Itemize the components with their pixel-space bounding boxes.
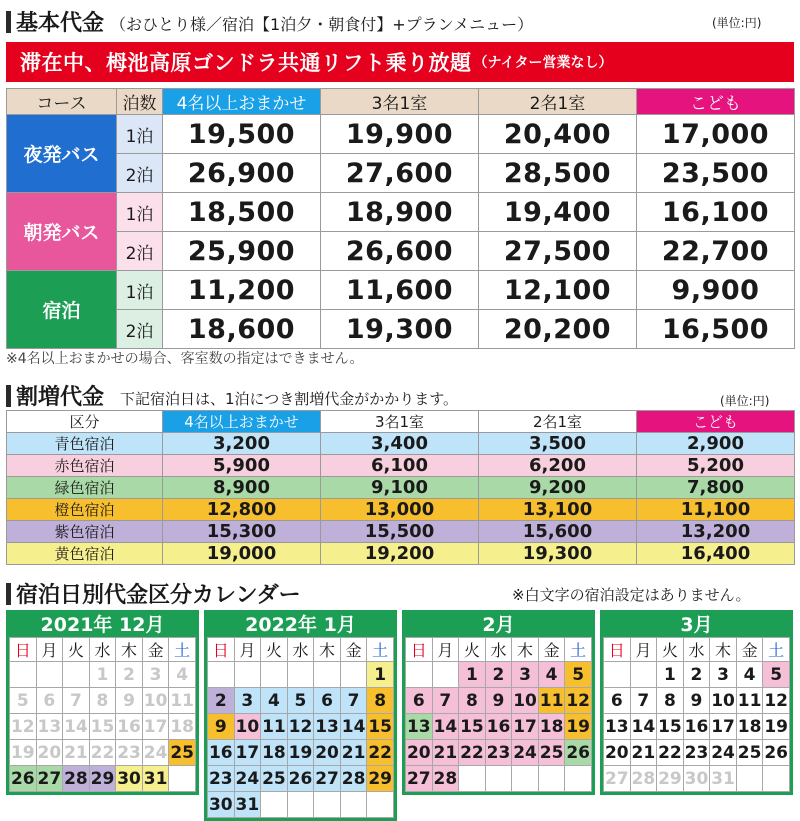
calendar-day: 7 xyxy=(340,688,367,714)
price-cell: 22,700 xyxy=(637,232,795,271)
calendar-day: 15 xyxy=(657,714,684,740)
calendar-day: 8 xyxy=(657,688,684,714)
calendar-day: 28 xyxy=(340,766,367,792)
calendar-day: 13 xyxy=(314,714,341,740)
calendar-day: 15 xyxy=(89,714,116,740)
course-name: 朝発バス xyxy=(7,193,117,271)
weekday-label: 水 xyxy=(287,638,314,662)
header-nights: 泊数 xyxy=(117,89,163,115)
calendar-day: 20 xyxy=(314,740,341,766)
calendar-day: 31 xyxy=(710,766,737,792)
header-child: こども xyxy=(637,89,795,115)
calendar-day xyxy=(63,662,90,688)
price-cell: 19,900 xyxy=(321,115,479,154)
calendar-day: 5 xyxy=(565,662,592,688)
basic-price-heading xyxy=(6,6,533,37)
basic-unit: (単位:円) xyxy=(712,16,762,30)
calendar-day: 22 xyxy=(459,740,486,766)
price-row xyxy=(7,193,795,232)
surcharge-value: 13,100 xyxy=(479,499,637,521)
surcharge-label: 橙色宿泊 xyxy=(7,499,163,521)
nights-cell: 2泊 xyxy=(117,310,163,349)
calendar-day xyxy=(340,662,367,688)
lift-banner-note: （ナイター営業なし） xyxy=(473,55,613,71)
surcharge-value: 6,100 xyxy=(321,455,479,477)
surcharge-value: 3,500 xyxy=(479,433,637,455)
surcharge-value: 13,200 xyxy=(637,521,795,543)
weekday-label: 水 xyxy=(683,638,710,662)
weekday-label: 土 xyxy=(565,638,592,662)
surcharge-value: 5,200 xyxy=(637,455,795,477)
calendar-day: 22 xyxy=(657,740,684,766)
calendar-day: 2 xyxy=(485,662,512,688)
calendar-day: 14 xyxy=(340,714,367,740)
surcharge-value: 2,900 xyxy=(637,433,795,455)
calendar-day: 26 xyxy=(10,766,37,792)
nights-cell: 1泊 xyxy=(117,271,163,310)
calendar-day: 6 xyxy=(406,688,433,714)
surcharge-table xyxy=(6,410,795,565)
weekday-label: 日 xyxy=(10,638,37,662)
surcharge-value: 7,800 xyxy=(637,477,795,499)
calendar-day: 13 xyxy=(406,714,433,740)
month-calendar xyxy=(600,610,793,795)
weekday-label: 木 xyxy=(314,638,341,662)
calendar-day: 2 xyxy=(116,662,143,688)
calendar-day: 23 xyxy=(208,766,235,792)
surcharge-label: 赤色宿泊 xyxy=(7,455,163,477)
surcharge-title: 割増代金 xyxy=(16,385,105,410)
calendar-day xyxy=(208,662,235,688)
calendar-day xyxy=(736,766,763,792)
calendar-day: 6 xyxy=(36,688,63,714)
weekday-label: 水 xyxy=(89,638,116,662)
surcharge-label: 緑色宿泊 xyxy=(7,477,163,499)
course-name: 夜発バス xyxy=(7,115,117,193)
calendar-day: 14 xyxy=(432,714,459,740)
surcharge-value: 15,300 xyxy=(163,521,321,543)
weekday-label: 火 xyxy=(261,638,288,662)
calendar-day: 11 xyxy=(538,688,565,714)
surcharge-value: 3,400 xyxy=(321,433,479,455)
calendar-day xyxy=(261,662,288,688)
weekday-label: 日 xyxy=(406,638,433,662)
calendar-day: 8 xyxy=(89,688,116,714)
calendar-day: 4 xyxy=(736,662,763,688)
calendar-day xyxy=(630,662,657,688)
calendar-day xyxy=(367,792,394,818)
calendar-day: 29 xyxy=(367,766,394,792)
price-cell: 16,500 xyxy=(637,310,795,349)
surcharge-value: 19,200 xyxy=(321,543,479,565)
weekday-label: 木 xyxy=(116,638,143,662)
calendar-day: 24 xyxy=(142,740,169,766)
header-category: 区分 xyxy=(7,411,163,433)
calendar-note: ※白文字の宿泊設定はありません。 xyxy=(512,586,751,604)
header-2room: 2名1室 xyxy=(479,411,637,433)
weekday-label: 火 xyxy=(657,638,684,662)
price-row xyxy=(7,310,795,349)
calendar-day: 29 xyxy=(89,766,116,792)
price-cell: 18,500 xyxy=(163,193,321,232)
surcharge-value: 9,200 xyxy=(479,477,637,499)
calendar-day: 11 xyxy=(736,688,763,714)
weekday-label: 木 xyxy=(710,638,737,662)
calendar-day xyxy=(287,792,314,818)
weekday-label: 日 xyxy=(208,638,235,662)
calendar-day: 29 xyxy=(657,766,684,792)
surcharge-row xyxy=(7,455,795,477)
room-footnote: ※4名以上おまかせの場合、客室数の指定はできません。 xyxy=(6,351,364,367)
surcharge-row xyxy=(7,433,795,455)
surcharge-value: 13,000 xyxy=(321,499,479,521)
calendar-day: 4 xyxy=(261,688,288,714)
price-cell: 9,900 xyxy=(637,271,795,310)
lift-banner xyxy=(6,42,794,82)
calendar-heading xyxy=(6,578,301,609)
weekday-label: 火 xyxy=(63,638,90,662)
price-cell: 18,600 xyxy=(163,310,321,349)
month-title: 2022年 1月 xyxy=(245,614,356,636)
calendar-day: 1 xyxy=(367,662,394,688)
surcharge-value: 3,200 xyxy=(163,433,321,455)
calendar-day: 12 xyxy=(565,688,592,714)
calendar-day xyxy=(36,662,63,688)
weekday-label: 土 xyxy=(169,638,196,662)
surcharge-label: 紫色宿泊 xyxy=(7,521,163,543)
calendar-day: 28 xyxy=(63,766,90,792)
calendar-day: 11 xyxy=(261,714,288,740)
calendar-day xyxy=(261,792,288,818)
calendar-day: 20 xyxy=(604,740,631,766)
month-calendar xyxy=(402,610,595,795)
calendar-day: 5 xyxy=(763,662,790,688)
month-title: 2月 xyxy=(482,614,515,636)
calendar-day: 14 xyxy=(63,714,90,740)
calendar-day: 7 xyxy=(630,688,657,714)
calendar-day: 30 xyxy=(208,792,235,818)
calendar-day xyxy=(763,766,790,792)
calendar-day: 10 xyxy=(234,714,261,740)
calendar-day: 18 xyxy=(538,714,565,740)
weekday-label: 金 xyxy=(736,638,763,662)
calendar-day: 19 xyxy=(763,714,790,740)
price-cell: 20,200 xyxy=(479,310,637,349)
surcharge-row xyxy=(7,499,795,521)
calendar-day: 25 xyxy=(261,766,288,792)
calendar-day xyxy=(340,792,367,818)
price-cell: 11,200 xyxy=(163,271,321,310)
calendar-day: 9 xyxy=(683,688,710,714)
weekday-label: 金 xyxy=(340,638,367,662)
calendar-day: 28 xyxy=(630,766,657,792)
surcharge-value: 19,000 xyxy=(163,543,321,565)
calendar-day: 19 xyxy=(565,714,592,740)
surcharge-value: 9,100 xyxy=(321,477,479,499)
price-cell: 19,400 xyxy=(479,193,637,232)
weekday-label: 日 xyxy=(604,638,631,662)
price-cell: 25,900 xyxy=(163,232,321,271)
calendar-day xyxy=(538,766,565,792)
calendar-day xyxy=(406,662,433,688)
calendar-day: 30 xyxy=(116,766,143,792)
calendar-day xyxy=(512,766,539,792)
calendar-day: 5 xyxy=(10,688,37,714)
lift-banner-text: 滞在中、栂池高原ゴンドラ共通リフト乗り放題 xyxy=(20,51,472,75)
calendar-day: 14 xyxy=(630,714,657,740)
calendar-day: 10 xyxy=(142,688,169,714)
calendar-day xyxy=(287,662,314,688)
calendar-day: 3 xyxy=(142,662,169,688)
price-cell: 11,600 xyxy=(321,271,479,310)
calendar-day: 16 xyxy=(208,740,235,766)
price-cell: 27,500 xyxy=(479,232,637,271)
surcharge-label: 黄色宿泊 xyxy=(7,543,163,565)
calendar-day: 1 xyxy=(459,662,486,688)
course-name: 宿泊 xyxy=(7,271,117,349)
basic-price-table xyxy=(6,88,795,349)
weekday-label: 月 xyxy=(36,638,63,662)
header-3room: 3名1室 xyxy=(321,89,479,115)
calendar-day: 8 xyxy=(459,688,486,714)
price-cell: 26,600 xyxy=(321,232,479,271)
calendar-day: 25 xyxy=(169,740,196,766)
calendar-day: 2 xyxy=(208,688,235,714)
calendar-day xyxy=(565,766,592,792)
price-cell: 18,900 xyxy=(321,193,479,232)
calendar-day: 9 xyxy=(208,714,235,740)
header-2room: 2名1室 xyxy=(479,89,637,115)
calendar-day: 7 xyxy=(63,688,90,714)
calendar-day: 12 xyxy=(287,714,314,740)
calendar-day: 23 xyxy=(116,740,143,766)
weekday-label: 月 xyxy=(432,638,459,662)
header-child: こども xyxy=(637,411,795,433)
calendar-day: 6 xyxy=(604,688,631,714)
price-cell: 19,300 xyxy=(321,310,479,349)
surcharge-unit: (単位:円) xyxy=(720,394,770,408)
calendar-day: 4 xyxy=(538,662,565,688)
surcharge-value: 5,900 xyxy=(163,455,321,477)
weekday-label: 土 xyxy=(763,638,790,662)
calendar-day: 3 xyxy=(512,662,539,688)
calendar-day: 26 xyxy=(565,740,592,766)
price-row xyxy=(7,271,795,310)
price-cell: 19,500 xyxy=(163,115,321,154)
price-cell: 26,900 xyxy=(163,154,321,193)
calendar-day: 17 xyxy=(234,740,261,766)
surcharge-subtitle: 下記宿泊日は、1泊につき割増代金がかかります。 xyxy=(120,390,459,408)
weekday-label: 金 xyxy=(142,638,169,662)
surcharge-heading xyxy=(6,380,458,411)
calendar-day: 10 xyxy=(710,688,737,714)
calendar-day: 23 xyxy=(683,740,710,766)
calendar-day: 15 xyxy=(367,714,394,740)
calendar-day xyxy=(604,662,631,688)
calendar-day: 25 xyxy=(736,740,763,766)
surcharge-value: 11,100 xyxy=(637,499,795,521)
calendar-day: 27 xyxy=(604,766,631,792)
calendar-day: 21 xyxy=(63,740,90,766)
price-row xyxy=(7,154,795,193)
calendar-day: 25 xyxy=(538,740,565,766)
calendar-day: 31 xyxy=(234,792,261,818)
calendar-day xyxy=(459,766,486,792)
calendar-day: 10 xyxy=(512,688,539,714)
surcharge-value: 6,200 xyxy=(479,455,637,477)
month-title: 2021年 12月 xyxy=(40,614,165,636)
surcharge-value: 8,900 xyxy=(163,477,321,499)
calendar-day: 17 xyxy=(142,714,169,740)
calendar-day: 24 xyxy=(512,740,539,766)
weekday-label: 水 xyxy=(485,638,512,662)
surcharge-value: 15,500 xyxy=(321,521,479,543)
header-3room: 3名1室 xyxy=(321,411,479,433)
surcharge-value: 15,600 xyxy=(479,521,637,543)
calendar-day xyxy=(314,792,341,818)
price-cell: 20,400 xyxy=(479,115,637,154)
surcharge-row xyxy=(7,477,795,499)
calendar-day: 16 xyxy=(116,714,143,740)
basic-price-title: 基本代金 xyxy=(16,11,105,36)
calendar-day: 19 xyxy=(10,740,37,766)
calendar-day: 12 xyxy=(10,714,37,740)
calendar-day: 28 xyxy=(432,766,459,792)
header-4plus: 4名以上おまかせ xyxy=(163,89,321,115)
weekday-label: 木 xyxy=(512,638,539,662)
calendar-day: 16 xyxy=(485,714,512,740)
month-calendar xyxy=(204,610,397,821)
price-cell: 17,000 xyxy=(637,115,795,154)
calendar-day: 21 xyxy=(432,740,459,766)
calendar-day: 8 xyxy=(367,688,394,714)
surcharge-value: 19,300 xyxy=(479,543,637,565)
calendar-day: 12 xyxy=(763,688,790,714)
header-4plus: 4名以上おまかせ xyxy=(163,411,321,433)
weekday-label: 火 xyxy=(459,638,486,662)
calendar-day: 24 xyxy=(710,740,737,766)
calendar-day xyxy=(432,662,459,688)
nights-cell: 2泊 xyxy=(117,154,163,193)
weekday-label: 月 xyxy=(630,638,657,662)
price-cell: 28,500 xyxy=(479,154,637,193)
price-row xyxy=(7,115,795,154)
price-cell: 16,100 xyxy=(637,193,795,232)
calendar-day: 17 xyxy=(710,714,737,740)
nights-cell: 2泊 xyxy=(117,232,163,271)
calendar-day xyxy=(169,766,196,792)
surcharge-row xyxy=(7,543,795,565)
surcharge-label: 青色宿泊 xyxy=(7,433,163,455)
weekday-label: 金 xyxy=(538,638,565,662)
calendar-day xyxy=(10,662,37,688)
month-title: 3月 xyxy=(680,614,713,636)
calendar-day xyxy=(234,662,261,688)
calendar-day: 4 xyxy=(169,662,196,688)
calendar-day: 24 xyxy=(234,766,261,792)
calendar-day: 3 xyxy=(234,688,261,714)
weekday-label: 月 xyxy=(234,638,261,662)
calendar-day: 27 xyxy=(36,766,63,792)
calendar-day: 3 xyxy=(710,662,737,688)
calendar-day: 15 xyxy=(459,714,486,740)
calendar-day: 18 xyxy=(169,714,196,740)
calendar-day: 1 xyxy=(89,662,116,688)
calendar-day: 9 xyxy=(485,688,512,714)
calendar-title: 宿泊日別代金区分カレンダー xyxy=(16,583,301,608)
calendar-day: 1 xyxy=(657,662,684,688)
price-cell: 27,600 xyxy=(321,154,479,193)
calendar-day xyxy=(314,662,341,688)
calendar-day: 23 xyxy=(485,740,512,766)
calendar-day: 30 xyxy=(683,766,710,792)
calendar-day: 13 xyxy=(36,714,63,740)
weekday-label: 土 xyxy=(367,638,394,662)
calendar-day: 6 xyxy=(314,688,341,714)
calendar-day: 16 xyxy=(683,714,710,740)
calendar-day: 20 xyxy=(406,740,433,766)
calendar-day: 2 xyxy=(683,662,710,688)
calendar-day: 20 xyxy=(36,740,63,766)
calendar-day: 31 xyxy=(142,766,169,792)
nights-cell: 1泊 xyxy=(117,193,163,232)
calendar-day: 26 xyxy=(763,740,790,766)
calendar-day: 26 xyxy=(287,766,314,792)
surcharge-value: 12,800 xyxy=(163,499,321,521)
calendar-day: 13 xyxy=(604,714,631,740)
month-calendar xyxy=(6,610,199,795)
calendar-day: 9 xyxy=(116,688,143,714)
calendar-day: 7 xyxy=(432,688,459,714)
nights-cell: 1泊 xyxy=(117,115,163,154)
calendar-day: 18 xyxy=(736,714,763,740)
calendar-day: 18 xyxy=(261,740,288,766)
calendar-day: 5 xyxy=(287,688,314,714)
surcharge-value: 16,400 xyxy=(637,543,795,565)
calendar-day: 21 xyxy=(630,740,657,766)
calendar-day: 21 xyxy=(340,740,367,766)
header-course: コース xyxy=(7,89,117,115)
surcharge-row xyxy=(7,521,795,543)
calendar-day: 19 xyxy=(287,740,314,766)
basic-price-subtitle: （おひとり様／宿泊【1泊夕・朝食付】+プランメニュー） xyxy=(110,15,534,34)
price-cell: 12,100 xyxy=(479,271,637,310)
calendar-day xyxy=(485,766,512,792)
calendar-day: 27 xyxy=(406,766,433,792)
price-row xyxy=(7,232,795,271)
calendar-day: 22 xyxy=(367,740,394,766)
calendar-day: 22 xyxy=(89,740,116,766)
price-cell: 23,500 xyxy=(637,154,795,193)
calendar-day: 11 xyxy=(169,688,196,714)
calendar-day: 17 xyxy=(512,714,539,740)
calendar-day: 27 xyxy=(314,766,341,792)
